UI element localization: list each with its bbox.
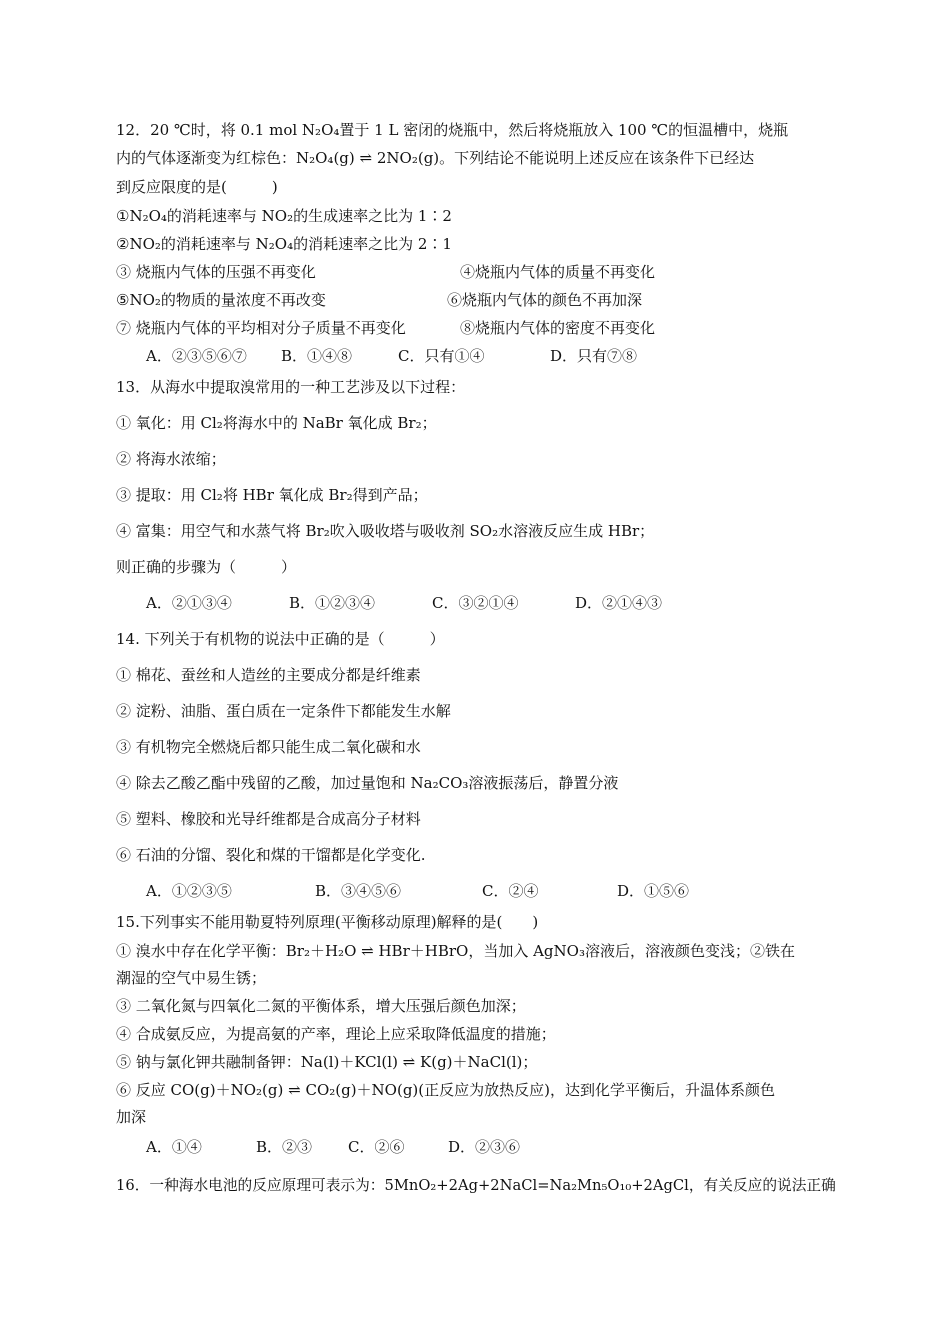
q12-statement-2: ②NO₂的消耗速率与 N₂O₄的消耗速率之比为 2∶1 [116,235,452,253]
q12-statement-7: ⑦ 烧瓶内气体的平均相对分子质量不再变化 [116,319,406,337]
q14-statement-3: ③ 有机物完全燃烧后都只能生成二氧化碳和水 [116,738,421,756]
q15-statement-6b: 加深 [116,1108,147,1126]
q12-line-2: 内的气体逐渐变为红棕色：N₂O₄(g) ⇌ 2NO₂(g)。下列结论不能说明上述反应在该条件下已经达 [116,149,755,167]
q14-statement-1: ① 棉花、蚕丝和人造丝的主要成分都是纤维素 [116,666,421,684]
q16-line-1: 16．一种海水电池的反应原理可表示为：5MnO₂+2Ag+2NaCl=Na₂Mn₅O₁₀+2AgCl，有关反应的说法正确 [116,1176,836,1194]
q12-option-a: A．②③⑤⑥⑦ [146,347,247,365]
q14-line-1: 14. 下列关于有机物的说法中正确的是（ ） [116,630,445,648]
q14-option-d: D．①⑤⑥ [617,882,690,900]
q14-option-a: A．①②③⑤ [146,882,232,900]
q12-statement-3: ③ 烧瓶内气体的压强不再变化 [116,263,316,281]
q13-option-b: B．①②③④ [289,594,376,612]
q14-statement-2: ② 淀粉、油脂、蛋白质在一定条件下都能发生水解 [116,702,451,720]
q15-statement-4: ④ 合成氨反应，为提高氨的产率，理论上应采取降低温度的措施； [116,1025,556,1043]
q15-option-a: A．①④ [146,1138,202,1156]
q15-statement-6a: ⑥ 反应 CO(g)＋NO₂(g) ⇌ CO₂(g)＋NO(g)(正反应为放热反应)，达到化学平衡后，升温体系颜色 [116,1081,775,1099]
q15-line-1: 15.下列事实不能用勒夏特列原理(平衡移动原理)解释的是( ) [116,913,539,931]
q15-statement-1a: ① 溴水中存在化学平衡：Br₂＋H₂O ⇌ HBr＋HBrO，当加入 AgNO₃溶液后，溶液颜色变浅；②铁在 [116,942,795,960]
q15-option-c: C．②⑥ [348,1138,405,1156]
q12-statement-1: ①N₂O₄的消耗速率与 NO₂的生成速率之比为 1∶2 [116,207,452,225]
q13-question: 则正确的步骤为（ ） [116,558,297,576]
q14-statement-5: ⑤ 塑料、橡胶和光导纤维都是合成高分子材料 [116,810,421,828]
q12-statement-6: ⑥烧瓶内气体的颜色不再加深 [447,291,643,309]
q12-option-c: C．只有①④ [398,347,485,365]
q12-option-b: B．①④⑧ [281,347,353,365]
q13-option-a: A．②①③④ [146,594,232,612]
q12-statement-4: ④烧瓶内气体的质量不再变化 [460,263,656,281]
q15-option-b: B．②③ [256,1138,313,1156]
q15-statement-3: ③ 二氧化氮与四氧化二氮的平衡体系，增大压强后颜色加深； [116,997,526,1015]
q12-statement-5: ⑤NO₂的物质的量浓度不再改变 [116,291,326,309]
q15-statement-5: ⑤ 钠与氯化钾共融制备钾：Na(l)＋KCl(l) ⇌ K(g)＋NaCl(l)； [116,1053,538,1071]
q12-statement-8: ⑧烧瓶内气体的密度不再变化 [460,319,656,337]
q14-statement-6: ⑥ 石油的分馏、裂化和煤的干馏都是化学变化. [116,846,426,864]
q13-option-c: C．③②①④ [432,594,519,612]
q13-step-2: ② 将海水浓缩； [116,450,226,468]
q13-step-1: ① 氧化：用 Cl₂将海水中的 NaBr 氧化成 Br₂； [116,414,437,432]
q13-step-4: ④ 富集：用空气和水蒸气将 Br₂吹入吸收塔与吸收剂 SO₂水溶液反应生成 HBr； [116,522,655,540]
q13-option-d: D．②①④③ [575,594,663,612]
q12-option-d: D．只有⑦⑧ [550,347,638,365]
q13-line-1: 13．从海水中提取溴常用的一种工艺涉及以下过程： [116,378,466,396]
q14-option-b: B．③④⑤⑥ [315,882,402,900]
q15-option-d: D．②③⑥ [448,1138,521,1156]
q14-statement-4: ④ 除去乙酸乙酯中残留的乙酸，加过量饱和 Na₂CO₃溶液振荡后，静置分液 [116,774,619,792]
q12-line-1: 12．20 ℃时，将 0.1 mol N₂O₄置于 1 L 密闭的烧瓶中，然后将烧瓶放入 100 ℃的恒温槽中，烧瓶 [116,121,789,139]
q13-step-3: ③ 提取：用 Cl₂将 HBr 氧化成 Br₂得到产品； [116,486,428,504]
q14-option-c: C．②④ [482,882,539,900]
q12-line-3: 到反应限度的是( ) [116,178,278,196]
q15-statement-1b: 潮湿的空气中易生锈； [116,969,267,987]
